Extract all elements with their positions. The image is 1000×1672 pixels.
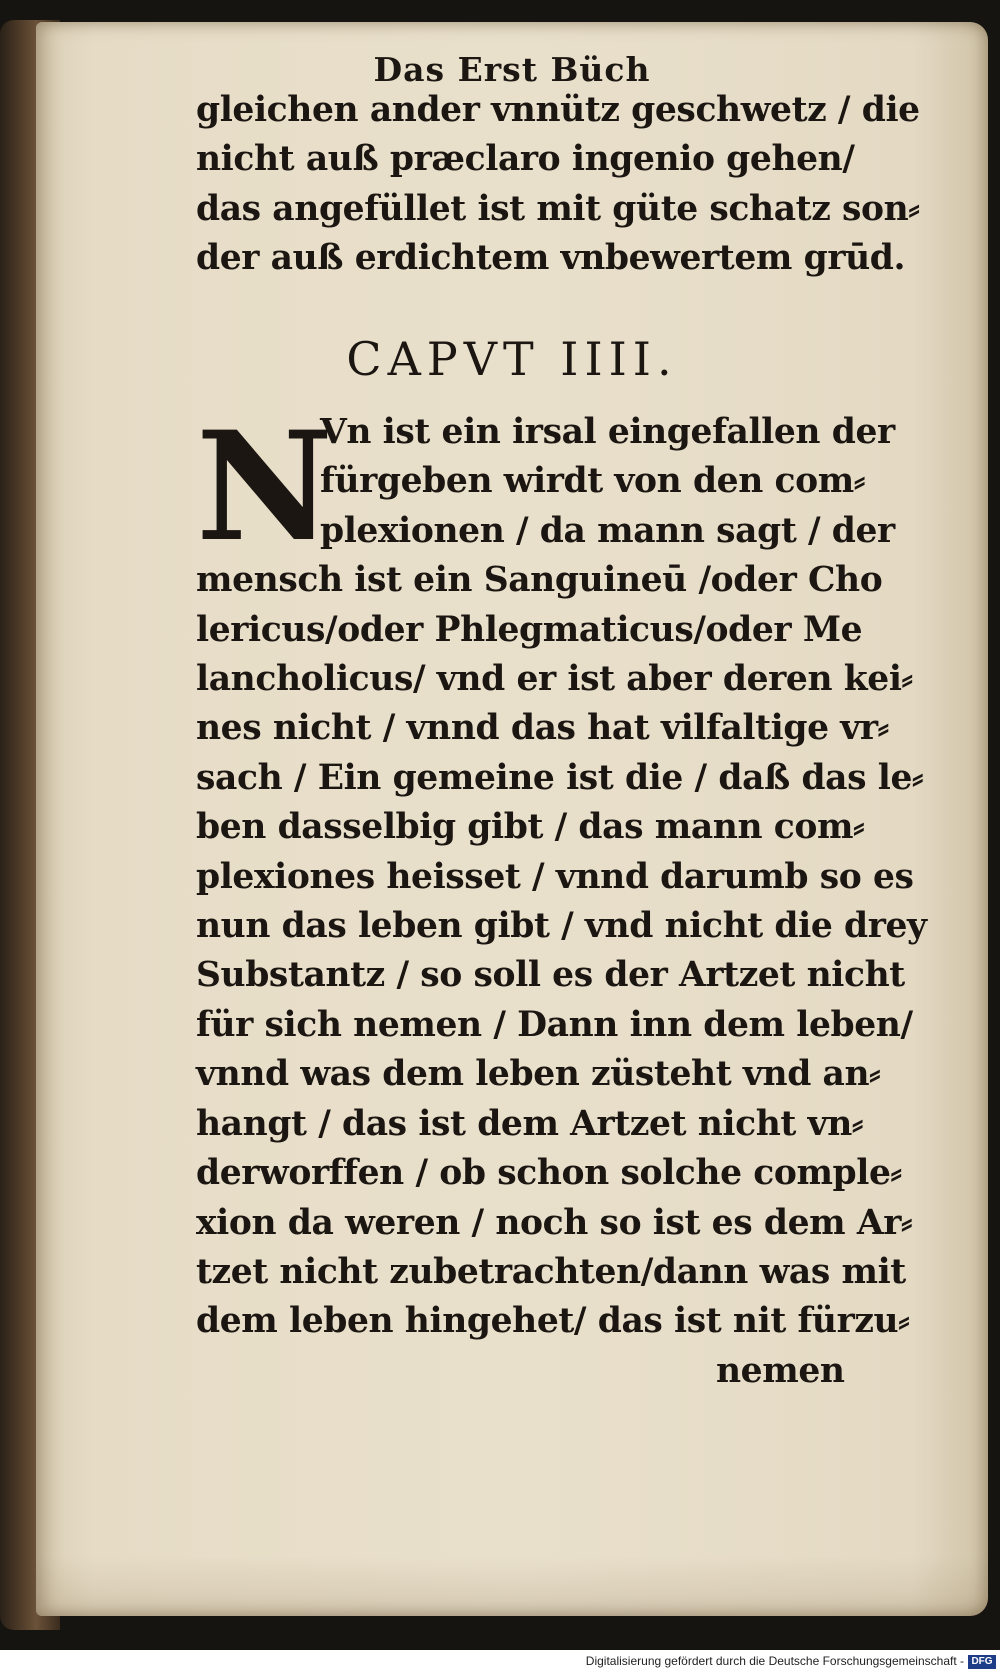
footer-credit: Digitalisierung gefördert durch die Deutsche Forschungsgemeinschaft -	[585, 1654, 964, 1668]
text-line: nemen	[716, 1350, 845, 1391]
chapter-paragraph	[196, 408, 956, 1396]
running-head: Das Erst Büch	[373, 50, 651, 89]
text-line: vnnd was dem leben züsteht vnd an⸗	[196, 1054, 881, 1095]
text-line: sach / Ein gemeine ist die / daß das le⸗	[196, 757, 924, 798]
text-line: dem leben hingehet/ das ist nit fürzu⸗	[196, 1301, 910, 1342]
text-line: nun das leben gibt / vnd nicht die drey	[196, 906, 927, 947]
digitization-footer	[0, 1652, 1000, 1672]
chapter-heading: CAPVT IIII.	[346, 332, 678, 386]
text-line: nes nicht / vnnd das hat vilfaltige vr⸗	[196, 708, 889, 749]
text-line: xion da weren / noch so ist es dem Ar⸗	[196, 1202, 913, 1243]
initial-letter: N	[196, 399, 334, 575]
dfg-logo: DFG	[968, 1655, 996, 1669]
text-line: derworffen / ob schon solche comple⸗	[196, 1153, 902, 1194]
text-line: ben dasselbig gibt / das mann com⸗	[196, 807, 865, 848]
text-line: lancholicus/ vnd er ist aber deren kei⸗	[196, 659, 913, 700]
text-line: nicht auß præclaro ingenio gehen/	[196, 139, 855, 180]
text-line: gleichen ander vnnütz geschwetz / die	[196, 90, 920, 130]
text-line: das angefüllet ist mit güte schatz son⸗	[196, 188, 920, 229]
text-line: lericus/oder Phlegmaticus/oder Me	[196, 609, 863, 650]
text-line: mensch ist ein Sanguineū /oder Cho	[196, 560, 883, 601]
text-line: der auß erdichtem vnbewertem grūd.	[196, 238, 906, 279]
text-line: fürgeben wirdt von den com⸗	[320, 461, 865, 502]
text-line: tzet nicht zubetrachten/dann was mit	[196, 1251, 906, 1292]
top-text-block	[196, 86, 956, 284]
text-line: plexionen / da mann sagt / der	[320, 510, 895, 551]
text-line: Substantz / so soll es der Artzet nicht	[196, 955, 905, 996]
text-line: plexiones heisset / vnnd darumb so es	[196, 856, 914, 897]
text-line: hangt / das ist dem Artzet nicht vn⸗	[196, 1103, 863, 1144]
text-line: für sich nemen / Dann inn dem leben/	[196, 1004, 913, 1045]
text-line: Vn ist ein irsal eingefallen der	[320, 412, 895, 452]
